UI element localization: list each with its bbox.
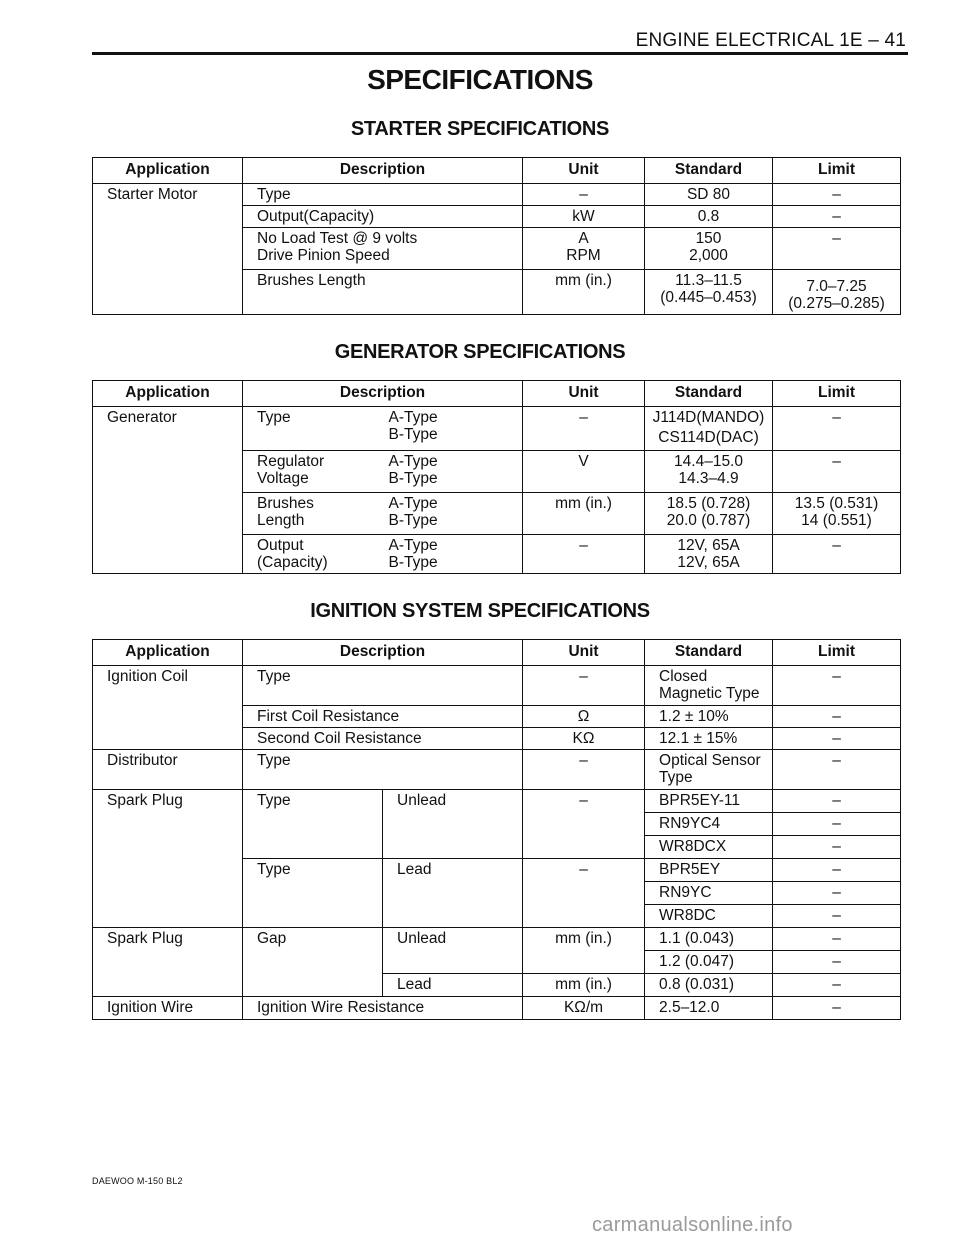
page-footer: DAEWOO M-150 BL2 [92, 1176, 183, 1186]
limit-cell: – [773, 974, 901, 997]
standard-line: 2,000 [689, 247, 728, 264]
unit-cell: mm (in.) [523, 270, 645, 315]
description-cell [243, 407, 383, 451]
standard-line: Magnetic Type [659, 685, 760, 702]
standard-line: 12V, 65A [677, 537, 740, 554]
description-cell [243, 535, 383, 574]
subtype-line: B-Type [388, 470, 438, 487]
application-cell: Spark Plug [93, 928, 243, 997]
limit-line: – [832, 453, 841, 470]
limit-cell: – [773, 228, 901, 270]
table-row [93, 790, 901, 813]
unit-cell: V [523, 451, 645, 493]
standard-cell [645, 493, 773, 535]
col-unit: Unit [523, 158, 645, 184]
table-header-row [93, 381, 901, 407]
description-line: Brushes [257, 495, 314, 512]
standard-cell: RN9YC4 [645, 813, 773, 836]
subtype-cell: Unlead [383, 790, 523, 859]
standard-line: 150 [695, 230, 722, 247]
standard-cell [645, 270, 773, 315]
description-cell: Gap [243, 928, 383, 997]
standard-cell: 1.2 (0.047) [645, 951, 773, 974]
limit-cell [773, 270, 901, 315]
limit-cell: – [773, 666, 901, 706]
subtype-cell [383, 407, 523, 451]
limit-cell: – [773, 750, 901, 790]
subtype-line: A-Type [388, 537, 438, 554]
description-line: Output [257, 537, 304, 554]
unit-cell: – [523, 859, 645, 928]
standard-cell: WR8DC [645, 905, 773, 928]
unit-cell: – [523, 184, 645, 206]
standard-cell [645, 750, 773, 790]
limit-cell: – [773, 813, 901, 836]
limit-cell: – [773, 728, 901, 750]
limit-cell: – [773, 951, 901, 974]
standard-cell [645, 228, 773, 270]
standard-line: CS114D(DAC) [658, 429, 759, 446]
unit-line: RPM [566, 247, 601, 264]
limit-cell: – [773, 184, 901, 206]
col-unit: Unit [523, 640, 645, 666]
standard-cell [645, 666, 773, 706]
limit-cell: – [773, 706, 901, 728]
table-row [93, 750, 901, 790]
subtype-cell: Lead [383, 859, 523, 928]
starter-section-title: STARTER SPECIFICATIONS [350, 118, 610, 140]
unit-line: A [578, 230, 589, 247]
col-unit: Unit [523, 381, 645, 407]
limit-cell [773, 451, 901, 493]
description-line: Regulator [257, 453, 325, 470]
standard-line: 20.0 (0.787) [666, 512, 751, 529]
limit-line: – [832, 537, 841, 554]
limit-cell: – [773, 206, 901, 228]
unit-cell: – [523, 666, 645, 706]
description-cell: Type [243, 859, 383, 928]
description-cell: Type [243, 750, 523, 790]
description-cell: Brushes Length [243, 270, 523, 315]
limit-line: 14 (0.551) [801, 512, 872, 529]
application-cell: Starter Motor [93, 184, 243, 315]
subtype-line: A-Type [388, 453, 438, 470]
limit-cell: – [773, 882, 901, 905]
description-line: No Load Test @ 9 volts [257, 230, 418, 247]
unit-cell: – [523, 790, 645, 859]
col-description: Description [243, 158, 523, 184]
description-cell: Output(Capacity) [243, 206, 523, 228]
ignition-spec-table [92, 639, 901, 1020]
generator-section-title: GENERATOR SPECIFICATIONS [334, 341, 626, 363]
col-standard: Standard [645, 640, 773, 666]
subtype-line: B-Type [388, 426, 438, 443]
unit-cell: mm (in.) [523, 928, 645, 974]
limit-line: 7.0–7.25 [806, 278, 867, 295]
header-rule [92, 52, 908, 55]
standard-cell [645, 407, 773, 451]
standard-line: 14.4–15.0 [674, 453, 743, 470]
col-description: Description [243, 381, 523, 407]
limit-cell [773, 407, 901, 451]
unit-cell: – [523, 750, 645, 790]
application-cell: Distributor [93, 750, 243, 790]
limit-cell: – [773, 790, 901, 813]
subtype-line: A-Type [388, 495, 438, 512]
col-application: Application [93, 381, 243, 407]
subtype-cell: Lead [383, 974, 523, 997]
standard-cell [645, 535, 773, 574]
limit-cell: – [773, 928, 901, 951]
standard-line: 12V, 65A [677, 554, 740, 571]
col-application: Application [93, 158, 243, 184]
standard-cell: 0.8 (0.031) [645, 974, 773, 997]
limit-cell: – [773, 859, 901, 882]
subtype-line: B-Type [388, 554, 438, 571]
limit-cell [773, 493, 901, 535]
description-cell: Type [243, 790, 383, 859]
ignition-section-title: IGNITION SYSTEM SPECIFICATIONS [310, 600, 650, 622]
application-cell: Spark Plug [93, 790, 243, 928]
limit-line: – [832, 409, 841, 426]
subtype-line: B-Type [388, 512, 438, 529]
standard-cell: 2.5–12.0 [645, 997, 773, 1020]
standard-line: Optical Sensor [659, 752, 761, 769]
subtype-cell [383, 493, 523, 535]
description-cell: First Coil Resistance [243, 706, 523, 728]
col-limit: Limit [773, 640, 901, 666]
table-row [93, 666, 901, 706]
watermark: carmanualsonline.info [592, 1214, 793, 1236]
standard-line: 18.5 (0.728) [666, 495, 751, 512]
table-header-row [93, 640, 901, 666]
standard-line: (0.445–0.453) [660, 289, 757, 306]
unit-cell: KΩ [523, 728, 645, 750]
standard-cell: 1.2 ± 10% [645, 706, 773, 728]
col-description: Description [243, 640, 523, 666]
unit-cell: KΩ/m [523, 997, 645, 1020]
standard-line: 14.3–4.9 [678, 470, 739, 487]
generator-spec-table [92, 380, 901, 574]
application-cell: Ignition Wire [93, 997, 243, 1020]
limit-cell: – [773, 905, 901, 928]
standard-cell: RN9YC [645, 882, 773, 905]
description-line: Drive Pinion Speed [257, 247, 390, 264]
unit-cell: – [523, 535, 645, 574]
description-line: (Capacity) [257, 554, 328, 571]
unit-cell [523, 228, 645, 270]
page-header: ENGINE ELECTRICAL 1E – 41 [635, 30, 906, 51]
description-cell [243, 451, 383, 493]
unit-cell: mm (in.) [523, 974, 645, 997]
limit-cell: – [773, 836, 901, 859]
subtype-line: A-Type [388, 409, 438, 426]
standard-cell: 0.8 [645, 206, 773, 228]
subtype-cell: Unlead [383, 928, 523, 974]
table-row [93, 407, 901, 451]
standard-cell [645, 451, 773, 493]
table-header-row [93, 158, 901, 184]
standard-cell: 1.1 (0.043) [645, 928, 773, 951]
standard-line: J114D(MANDO) [652, 409, 765, 426]
description-cell: Second Coil Resistance [243, 728, 523, 750]
col-limit: Limit [773, 381, 901, 407]
description-line: Length [257, 512, 305, 529]
standard-line: 11.3–11.5 [675, 272, 742, 289]
col-standard: Standard [645, 158, 773, 184]
unit-cell: kW [523, 206, 645, 228]
standard-line: Closed [659, 668, 708, 685]
page-title: SPECIFICATIONS [367, 64, 593, 95]
table-row [93, 928, 901, 951]
table-row [93, 997, 901, 1020]
starter-spec-table [92, 157, 901, 315]
standard-cell: WR8DCX [645, 836, 773, 859]
subtype-cell [383, 535, 523, 574]
description-cell: Type [243, 184, 523, 206]
description-cell: Ignition Wire Resistance [243, 997, 523, 1020]
standard-cell: 12.1 ± 15% [645, 728, 773, 750]
description-line: Voltage [257, 470, 309, 487]
application-cell: Generator [93, 407, 243, 574]
description-cell: Type [243, 666, 523, 706]
description-cell [243, 228, 523, 270]
standard-cell: BPR5EY [645, 859, 773, 882]
unit-cell: Ω [523, 706, 645, 728]
subtype-cell [383, 451, 523, 493]
standard-cell: BPR5EY-11 [645, 790, 773, 813]
standard-line: Type [659, 769, 693, 786]
unit-cell: – [523, 407, 645, 451]
col-limit: Limit [773, 158, 901, 184]
limit-cell: – [773, 997, 901, 1020]
limit-line: 13.5 (0.531) [794, 495, 879, 512]
limit-line: (0.275–0.285) [788, 295, 885, 312]
col-standard: Standard [645, 381, 773, 407]
unit-cell: mm (in.) [523, 493, 645, 535]
standard-cell: SD 80 [645, 184, 773, 206]
description-line: Type [257, 409, 291, 426]
application-cell: Ignition Coil [93, 666, 243, 750]
limit-cell [773, 535, 901, 574]
description-cell [243, 493, 383, 535]
table-row [93, 184, 901, 206]
col-application: Application [93, 640, 243, 666]
